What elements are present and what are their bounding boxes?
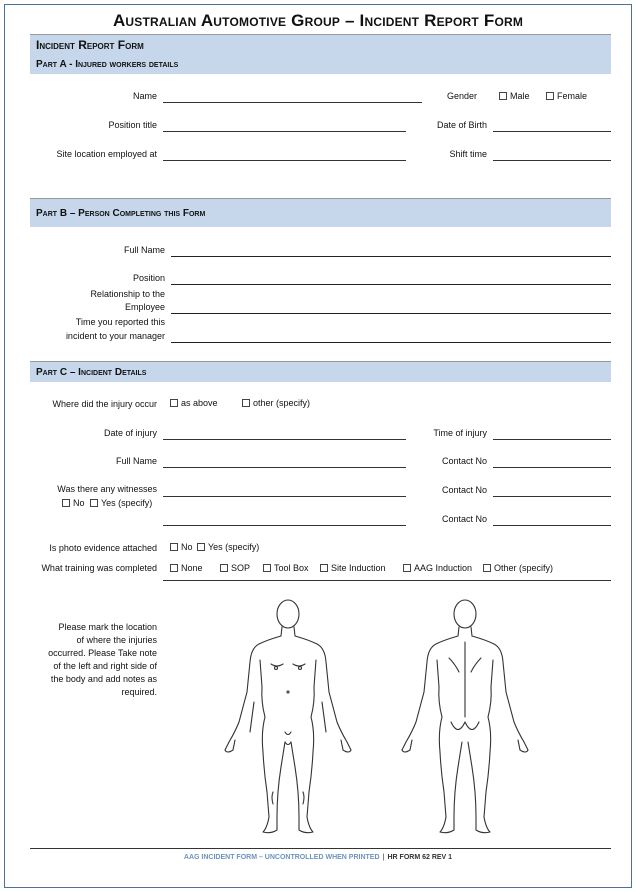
time-reported-label-2: incident to your manager (65, 331, 165, 341)
training-toolbox-checkbox[interactable] (263, 563, 309, 574)
male-label: Male (510, 91, 530, 101)
body-back-figure[interactable] (393, 592, 533, 838)
other-location-checkbox[interactable] (242, 398, 310, 409)
contact-no-label-1: Contact No (441, 456, 487, 466)
training-none-label: None (181, 563, 203, 573)
checkbox-icon (242, 399, 250, 407)
training-other-checkbox[interactable] (483, 563, 553, 574)
training-rule (163, 580, 611, 581)
dob-label: Date of Birth (436, 120, 487, 130)
mark-text-line: occurred. Please Take note (48, 648, 157, 658)
mark-text-line: the body and add notes as (50, 674, 157, 684)
site-location-label: Site location employed at (56, 149, 157, 159)
photo-evidence-label: Is photo evidence attached (49, 543, 157, 553)
footer-right: HR FORM 62 REV 1 (387, 854, 453, 861)
checkbox-icon (170, 543, 178, 551)
relationship-field[interactable] (171, 313, 611, 314)
checkbox-icon (62, 499, 70, 507)
contact-no-label-2: Contact No (441, 485, 487, 495)
dob-field[interactable] (493, 131, 611, 132)
b-position-field[interactable] (171, 284, 611, 285)
b-full-name-label: Full Name (123, 245, 165, 255)
position-title-label: Position title (108, 120, 157, 130)
photo-yes-label: Yes (specify) (208, 542, 260, 552)
gender-label: Gender (446, 91, 477, 101)
photo-no-checkbox[interactable] (170, 542, 193, 553)
time-injury-field[interactable] (493, 439, 611, 440)
part-a-heading: Part A - Injured workers details (36, 59, 179, 70)
checkbox-icon (546, 92, 554, 100)
photo-yes-checkbox[interactable] (197, 542, 259, 553)
footer-left: AAG INCIDENT FORM – UNCONTROLLED WHEN PRINTED (183, 854, 380, 861)
footer (0, 854, 636, 861)
where-injury-label: Where did the injury occur (52, 399, 157, 409)
time-reported-label-1: Time you reported this (75, 317, 165, 327)
checkbox-icon (90, 499, 98, 507)
checkbox-icon (320, 564, 328, 572)
training-other-label: Other (specify) (494, 563, 554, 573)
checkbox-icon (499, 92, 507, 100)
footer-separator: | (382, 854, 385, 861)
contact-no-label-3: Contact No (441, 514, 487, 524)
training-aag-induction-checkbox[interactable] (403, 563, 472, 574)
checkbox-icon (403, 564, 411, 572)
witness-no-checkbox[interactable] (62, 498, 85, 509)
relationship-label-1: Relationship to the (90, 289, 165, 299)
witness-field-2[interactable] (163, 525, 406, 526)
shift-time-label: Shift time (449, 149, 487, 159)
page-title: Australian Automotive Group – Incident Report Form (112, 11, 524, 30)
training-sop-label: SOP (231, 563, 251, 573)
name-label: Name (132, 91, 157, 101)
time-injury-label: Time of injury (433, 428, 487, 438)
position-title-field[interactable] (163, 131, 406, 132)
female-checkbox[interactable] (546, 91, 587, 102)
checkbox-icon (170, 564, 178, 572)
part-a-header (30, 35, 611, 74)
training-none-checkbox[interactable] (170, 563, 203, 574)
training-aag-induction-label: AAG Induction (414, 563, 473, 573)
name-field[interactable] (163, 102, 422, 103)
date-injury-label: Date of injury (103, 428, 157, 438)
time-reported-field[interactable] (171, 342, 611, 343)
as-above-label: as above (181, 398, 218, 408)
part-b-heading: Part B – Person Completing this Form (36, 208, 206, 219)
other-location-label: other (specify) (253, 398, 311, 408)
contact-no-field-3[interactable] (493, 525, 611, 526)
b-position-label: Position (132, 273, 165, 283)
training-sop-checkbox[interactable] (220, 563, 250, 574)
c-full-name-label: Full Name (115, 456, 157, 466)
checkbox-icon (483, 564, 491, 572)
witness-yes-checkbox[interactable] (90, 498, 152, 509)
checkbox-icon (220, 564, 228, 572)
training-toolbox-label: Tool Box (274, 563, 309, 573)
training-label: What training was completed (41, 563, 157, 573)
contact-no-field-2[interactable] (493, 496, 611, 497)
mark-text-line: of where the injuries (76, 635, 157, 645)
witness-label: Was there any witnesses (57, 484, 157, 494)
mark-text-line: of the left and right side of (53, 661, 157, 671)
part-c-heading: Part C – Incident Details (36, 367, 147, 378)
date-injury-field[interactable] (163, 439, 406, 440)
training-site-induction-checkbox[interactable] (320, 563, 386, 574)
training-site-induction-label: Site Induction (331, 563, 386, 573)
relationship-label-2: Employee (124, 302, 165, 312)
part-c-header (30, 362, 611, 382)
witness-yes-label: Yes (specify) (101, 498, 153, 508)
shift-time-field[interactable] (493, 160, 611, 161)
part-b-header (30, 199, 611, 227)
as-above-checkbox[interactable] (170, 398, 218, 409)
mark-text-line: Please mark the location (58, 622, 157, 632)
footer-rule (30, 848, 611, 849)
witness-field-1[interactable] (163, 496, 406, 497)
checkbox-icon (197, 543, 205, 551)
male-checkbox[interactable] (499, 91, 530, 102)
b-full-name-field[interactable] (171, 256, 611, 257)
checkbox-icon (170, 399, 178, 407)
site-location-field[interactable] (163, 160, 406, 161)
female-label: Female (557, 91, 588, 101)
form-heading: Incident Report Form (36, 38, 144, 52)
contact-no-field-1[interactable] (493, 467, 611, 468)
checkbox-icon (263, 564, 271, 572)
witness-no-label: No (73, 498, 85, 508)
photo-no-label: No (181, 542, 193, 552)
c-full-name-field[interactable] (163, 467, 406, 468)
mark-text-line: required. (121, 687, 157, 697)
body-front-figure[interactable] (215, 592, 355, 838)
